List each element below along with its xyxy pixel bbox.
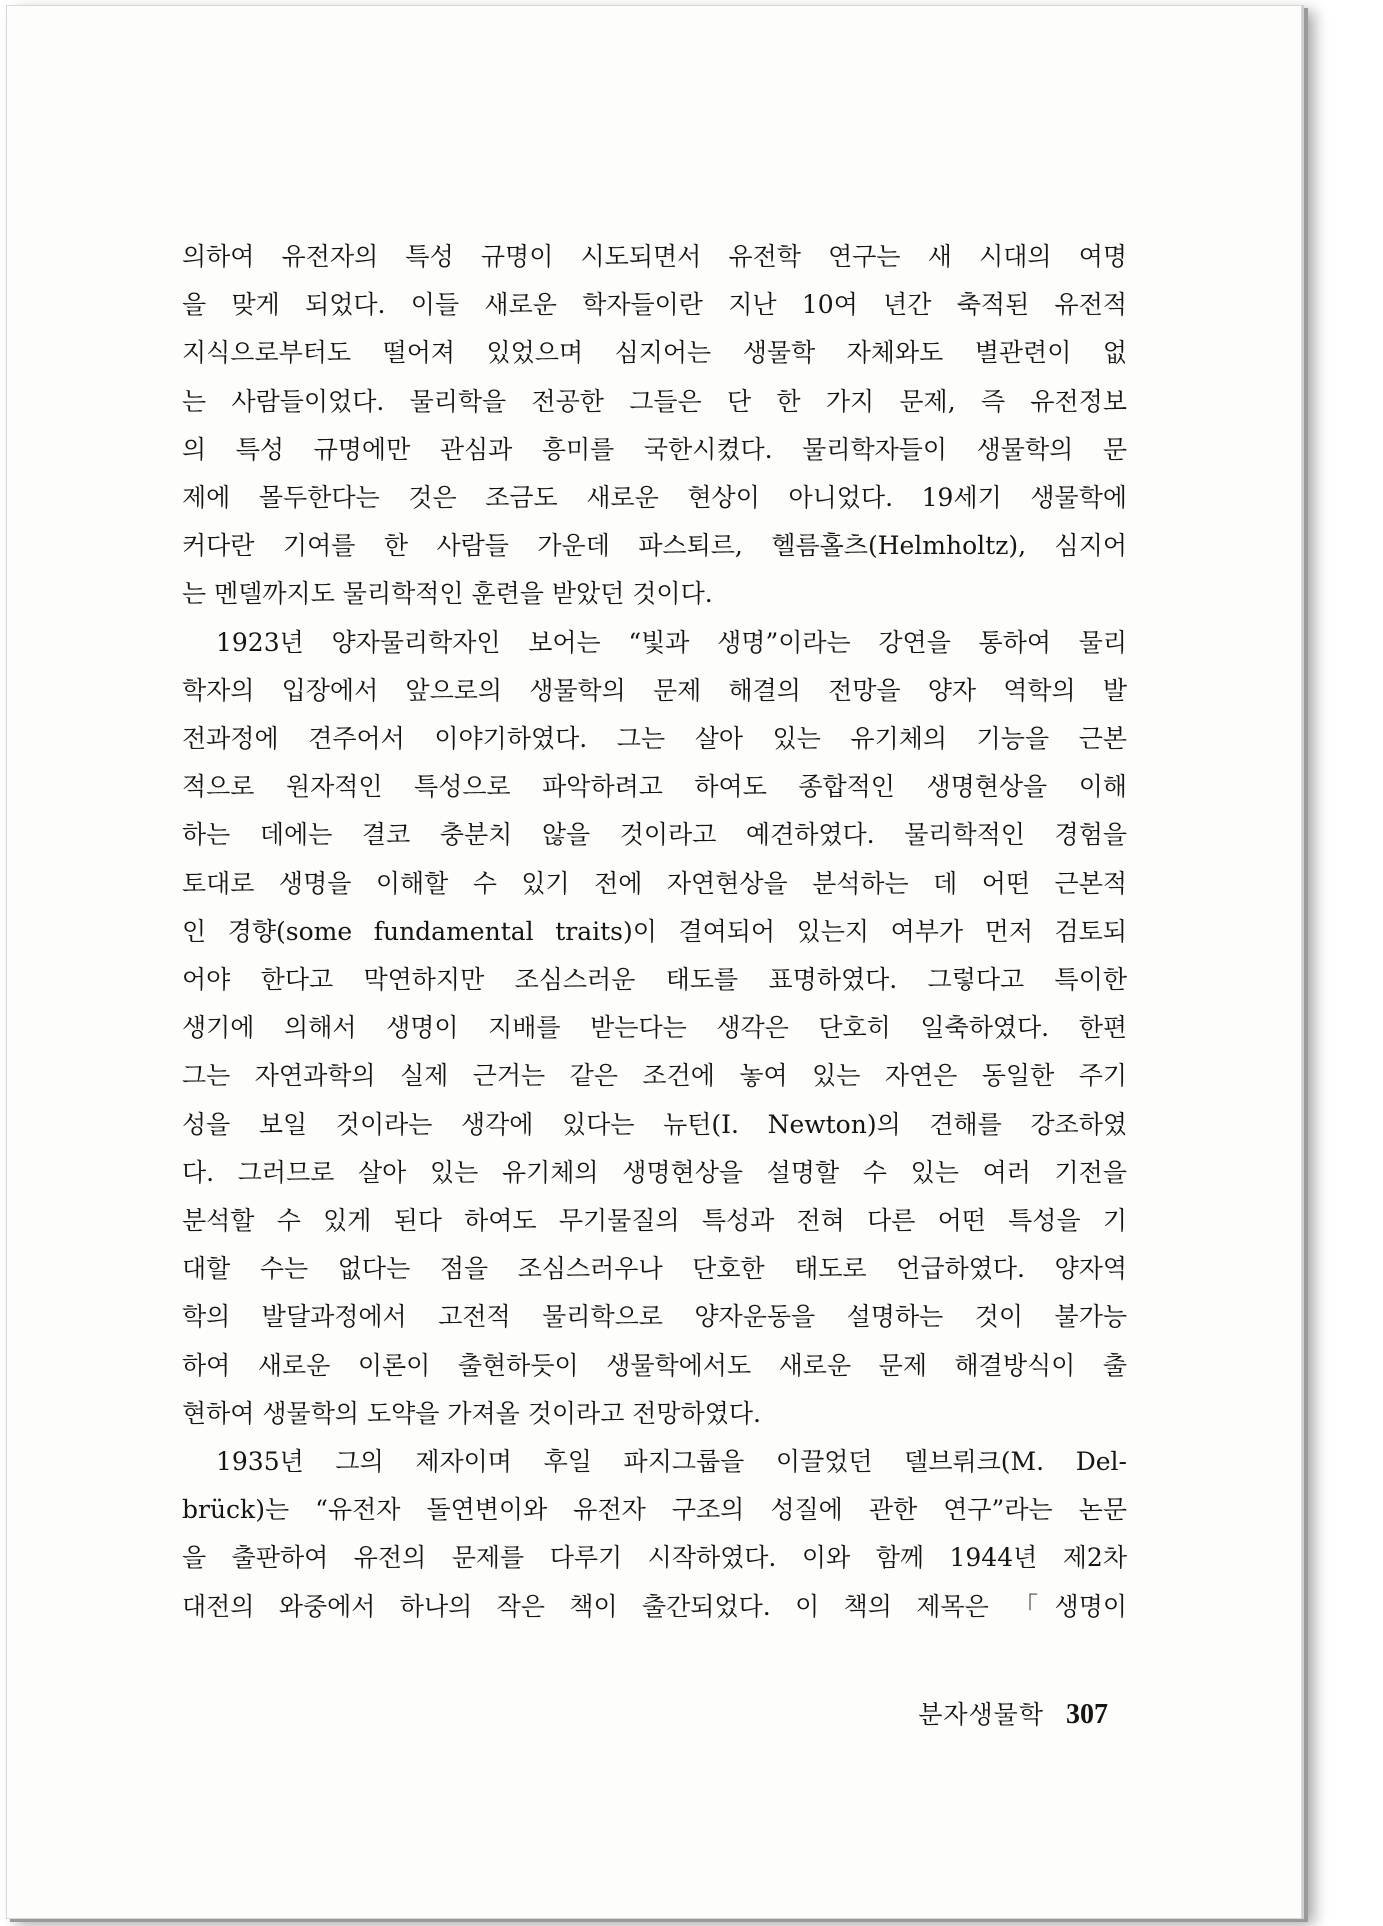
text-line: 토대로 생명을 이해할 수 있기 전에 자연현상을 분석하는 데 어떤 근본적 <box>182 868 1127 898</box>
running-head: 분자생물학 <box>918 1700 1044 1729</box>
text-line: 을 맞게 되었다. 이들 새로운 학자들이란 지난 10여 년간 축적된 유전적 <box>182 290 1127 320</box>
text-line: 하여 새로운 이론이 출현하듯이 생물학에서도 새로운 문제 해결방식이 출 <box>182 1350 1127 1380</box>
text-line: 생기에 의해서 생명이 지배를 받는다는 생각은 단호히 일축하였다. 한편 <box>182 1013 1127 1043</box>
text-line: 성을 보일 것이라는 생각에 있다는 뉴턴(I. Newton)의 견해를 강조하였 <box>182 1109 1127 1139</box>
paragraph <box>182 619 1127 1438</box>
text-line: 대할 수는 없다는 점을 조심스러우나 단호한 태도로 언급하였다. 양자역 <box>182 1254 1127 1284</box>
text-line: 인 경향(some fundamental traits)이 결여되어 있는지 여부가 먼저 검토되 <box>182 916 1127 946</box>
text-line: 분석할 수 있게 된다 하여도 무기물질의 특성과 전혀 다른 어떤 특성을 기 <box>182 1206 1127 1236</box>
text-line: brück)는 “유전자 돌연변이와 유전자 구조의 성질에 관한 연구”라는 논문 <box>182 1495 1127 1525</box>
text-line: 지식으로부터도 떨어져 있었으며 심지어는 생물학 자체와도 별관련이 없 <box>182 338 1127 368</box>
text-line: 커다란 기여를 한 사람들 가운데 파스퇴르, 헬름홀츠(Helmholtz), 심지어 <box>182 531 1127 561</box>
text-line: 전과정에 견주어서 이야기하였다. 그는 살아 있는 유기체의 기능을 근본 <box>182 724 1127 754</box>
text-line: 그는 자연과학의 실제 근거는 같은 조건에 놓여 있는 자연은 동일한 주기 <box>182 1061 1127 1091</box>
text-line: 어야 한다고 막연하지만 조심스러운 태도를 표명하였다. 그렇다고 특이한 <box>182 965 1127 995</box>
text-line: 다. 그러므로 살아 있는 유기체의 생명현상을 설명할 수 있는 여러 기전을 <box>182 1157 1127 1187</box>
paragraph <box>182 233 1127 619</box>
text-line: 학의 발달과정에서 고전적 물리학으로 양자운동을 설명하는 것이 불가능 <box>182 1302 1127 1332</box>
text-line: 1923년 양자물리학자인 보어는 “빛과 생명”이라는 강연을 통하여 물리 <box>216 627 1127 657</box>
body-text <box>182 233 1127 1631</box>
page-number: 307 <box>1066 1699 1108 1730</box>
text-line: 학자의 입장에서 앞으로의 생물학의 문제 해결의 전망을 양자 역학의 발 <box>182 675 1127 705</box>
text-line: 제에 몰두한다는 것은 조금도 새로운 현상이 아니었다. 19세기 생물학에 <box>182 483 1127 513</box>
text-line: 하는 데에는 결코 충분치 않을 것이라고 예견하였다. 물리학적인 경험을 <box>182 820 1127 850</box>
page-footer <box>876 1695 1108 1731</box>
text-line: 적으로 원자적인 특성으로 파악하려고 하여도 종합적인 생명현상을 이해 <box>182 772 1127 802</box>
paragraph <box>182 1438 1127 1631</box>
text-line: 1935년 그의 제자이며 후일 파지그룹을 이끌었던 델브뤼크(M. Del- <box>216 1447 1127 1477</box>
text-line: 의하여 유전자의 특성 규명이 시도되면서 유전학 연구는 새 시대의 여명 <box>182 242 1127 271</box>
book-page <box>6 5 1304 1919</box>
text-line: 현하여 생물학의 도약을 가져올 것이라고 전망하였다. <box>182 1398 761 1428</box>
text-line: 는 멘델까지도 물리학적인 훈련을 받았던 것이다. <box>182 579 713 609</box>
text-line: 을 출판하여 유전의 문제를 다루기 시작하였다. 이와 함께 1944년 제2차 <box>182 1543 1127 1573</box>
text-line: 는 사람들이었다. 물리학을 전공한 그들은 단 한 가지 문제, 즉 유전정보 <box>182 386 1127 416</box>
text-line: 대전의 와중에서 하나의 작은 책이 출간되었다. 이 책의 제목은 「생명이 <box>182 1591 1127 1621</box>
text-line: 의 특성 규명에만 관심과 흥미를 국한시켰다. 물리학자들이 생물학의 문 <box>182 434 1127 464</box>
